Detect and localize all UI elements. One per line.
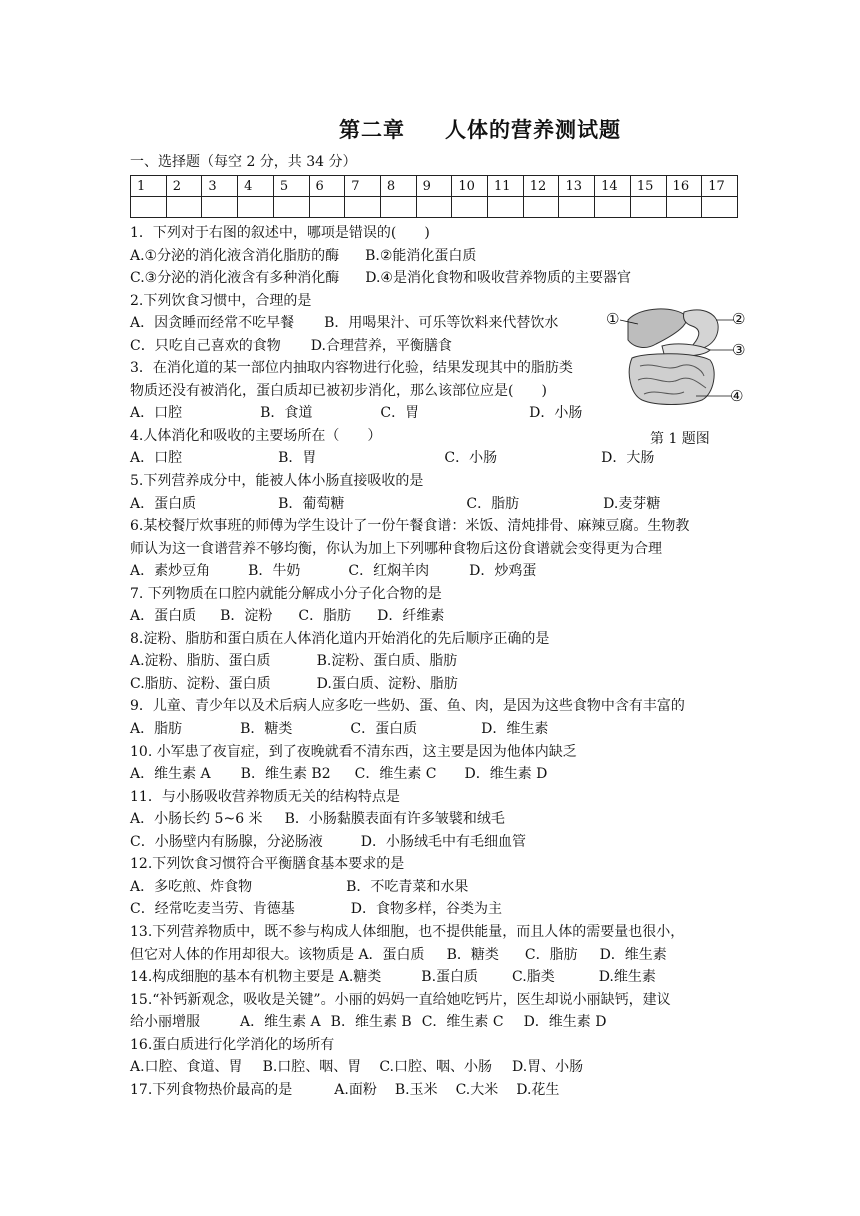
answer-blank-cell[interactable] xyxy=(595,197,631,218)
question-text: A．蛋白质 xyxy=(130,495,197,512)
question-line xyxy=(130,898,750,921)
question-line xyxy=(130,741,750,764)
question-text: C.脂肪、淀粉、蛋白质 xyxy=(130,675,271,692)
question-text: A.口腔、食道、胃 xyxy=(130,1059,243,1076)
answer-number-cell: 17 xyxy=(702,176,738,197)
question-text: 9．儿童、青少年以及术后病人应多吃一些奶、蛋、鱼、肉，是因为这些食物中含有丰富的 xyxy=(130,698,685,715)
answer-blank-cell[interactable] xyxy=(559,197,595,218)
answer-option: D．纤维素 xyxy=(377,608,445,625)
title-subject: 人体的营养测试题 xyxy=(445,117,621,142)
answer-blank-cell[interactable] xyxy=(380,197,416,218)
question-text: C.③分泌的消化液含有多种消化酶 xyxy=(130,270,340,287)
digestive-system-figure xyxy=(606,300,746,408)
question-line xyxy=(130,673,750,696)
question-text: A．口腔 xyxy=(130,405,183,422)
answer-option: D．大肠 xyxy=(601,450,655,467)
answer-option: C.脂类 xyxy=(512,969,555,986)
answer-number-cell: 7 xyxy=(345,176,381,197)
question-text: A．蛋白质 xyxy=(130,608,197,625)
question-line xyxy=(130,583,750,606)
answer-option: B．食道 xyxy=(260,405,313,422)
answer-number-cell: 2 xyxy=(166,176,202,197)
question-text: 2.下列饮食习惯中，合理的是 xyxy=(130,292,312,309)
answer-option: B．不吃青菜和水果 xyxy=(346,878,469,895)
question-line xyxy=(130,650,750,673)
question-text: 12.下列饮食习惯符合平衡膳食基本要求的是 xyxy=(130,856,405,873)
answer-option: B.②能消化蛋白质 xyxy=(365,247,477,264)
answer-option: D.麦芽糖 xyxy=(603,495,661,512)
answer-option: B．维生素 B xyxy=(330,1014,412,1031)
question-text: 师认为这一食谱营养不够均衡，你认为加上下列哪种食物后这份食谱就会变得更为合理 xyxy=(130,540,662,557)
question-line xyxy=(130,493,750,516)
page-title xyxy=(0,114,860,144)
answer-option: D．维生素 xyxy=(599,946,667,963)
answer-option: B．葡萄糖 xyxy=(278,495,345,512)
answer-option: D．小肠 xyxy=(529,405,583,422)
answer-number-cell: 5 xyxy=(273,176,309,197)
question-text: 5.下列营养成分中，能被人体小肠直接吸收的是 xyxy=(130,473,424,490)
answer-option: B.玉米 xyxy=(394,1081,438,1098)
answer-blank-cell[interactable] xyxy=(630,197,666,218)
question-text: 8.淀粉、脂肪和蛋白质在人体消化道内开始消化的先后顺序正确的是 xyxy=(130,630,550,647)
answer-option: B．糖类 xyxy=(240,721,293,738)
answer-option: C．红焖羊肉 xyxy=(348,563,430,580)
question-line xyxy=(130,966,750,989)
answer-number-cell: 12 xyxy=(523,176,559,197)
liver-shape xyxy=(628,309,687,348)
answer-option: C．脂肪 xyxy=(298,608,352,625)
answer-option: D．维生素 D xyxy=(464,766,548,783)
answer-option: D.维生素 xyxy=(598,969,656,986)
answer-blank-cell[interactable] xyxy=(273,197,309,218)
answer-option: C.口腔、咽、小肠 xyxy=(379,1059,492,1076)
question-line xyxy=(130,853,750,876)
answer-number-cell: 9 xyxy=(416,176,452,197)
answer-number-cell: 14 xyxy=(595,176,631,197)
question-line xyxy=(130,245,750,268)
answer-option: B．小肠黏膜表面有许多皱襞和绒毛 xyxy=(284,811,505,828)
question-text: 13.下列营养物质中，既不参与构成人体细胞，也不提供能量，而且人体的需要量也很小， xyxy=(130,923,685,940)
figure-label-3: ③ xyxy=(732,341,746,359)
question-text: C．只吃自己喜欢的食物 xyxy=(130,337,281,354)
answer-option: D.胃、小肠 xyxy=(511,1059,584,1076)
title-chapter: 第二章 xyxy=(339,117,405,142)
question-text: 17.下列食物热价最高的是 xyxy=(130,1081,293,1098)
answer-option: B．淀粉 xyxy=(220,608,273,625)
question-text: A．素炒豆角 xyxy=(130,563,211,580)
answer-option: C．维生素 C xyxy=(421,1014,504,1031)
answer-blank-cell[interactable] xyxy=(666,197,702,218)
question-line xyxy=(130,1034,750,1057)
question-text: C．小肠壁内有肠腺，分泌肠液 xyxy=(130,833,323,850)
question-line xyxy=(130,1079,750,1102)
figure-caption: 第 1 题图 xyxy=(650,431,710,447)
question-text: 7. 下列物质在口腔内就能分解成小分子化合物的是 xyxy=(130,585,442,602)
question-line xyxy=(130,786,750,809)
answer-blank-cell[interactable] xyxy=(345,197,381,218)
answer-option: A．维生素 A xyxy=(240,1014,321,1031)
answer-blank-cell[interactable] xyxy=(166,197,202,218)
answer-number-cell: 1 xyxy=(131,176,167,197)
question-line xyxy=(130,560,750,583)
answer-option: C．胃 xyxy=(380,405,420,422)
question-line xyxy=(130,763,750,786)
question-text: 4.人体消化和吸收的主要场所在（ ） xyxy=(130,427,382,444)
answer-option: B.口腔、咽、胃 xyxy=(262,1059,362,1076)
question-line xyxy=(130,447,750,470)
answer-blank-cell[interactable] xyxy=(309,197,345,218)
answer-number-cell: 8 xyxy=(380,176,416,197)
answer-option: B．胃 xyxy=(278,450,317,467)
question-text: 16.蛋白质进行化学消化的场所有 xyxy=(130,1036,335,1053)
question-line xyxy=(130,989,750,1012)
question-text: 11．与小肠吸收营养物质无关的结构特点是 xyxy=(130,788,400,805)
question-line xyxy=(130,876,750,899)
stomach-shape xyxy=(683,310,718,349)
question-line xyxy=(130,1056,750,1079)
question-text: A.淀粉、脂肪、蛋白质 xyxy=(130,653,271,670)
section-heading: 一、选择题（每空 2 分，共 34 分） xyxy=(130,154,357,170)
answer-option: B.蛋白质 xyxy=(421,969,479,986)
question-text: 但它对人体的作用却很大。该物质是 A．蛋白质 xyxy=(130,946,425,963)
question-text: A.①分泌的消化液含消化脂肪的酶 xyxy=(130,247,340,264)
answer-option: D．食物多样，谷类为主 xyxy=(350,901,502,918)
answer-blank-cell[interactable] xyxy=(238,197,274,218)
answer-option: D.合理营养，平衡膳食 xyxy=(310,337,452,354)
answer-option: D．小肠绒毛中有毛细血管 xyxy=(360,833,526,850)
question-text: A．维生素 A xyxy=(130,766,211,783)
question-line xyxy=(130,695,750,718)
question-text: 给小丽增服 xyxy=(130,1014,200,1031)
answer-option: C．蛋白质 xyxy=(350,721,418,738)
answer-blank-cell[interactable] xyxy=(416,197,452,218)
question-line xyxy=(130,808,750,831)
answer-blank-cell[interactable] xyxy=(202,197,238,218)
answer-option: C．小肠 xyxy=(444,450,498,467)
question-line xyxy=(130,831,750,854)
figure-label-1: ① xyxy=(606,310,620,328)
answer-option: D．炒鸡蛋 xyxy=(469,563,537,580)
question-text: 14.构成细胞的基本有机物主要是 A.糖类 xyxy=(130,969,382,986)
question-text: C．经常吃麦当劳、肯德基 xyxy=(130,901,295,918)
answer-option: D．维生素 D xyxy=(523,1014,607,1031)
answer-option: B.淀粉、蛋白质、脂肪 xyxy=(316,653,458,670)
figure-label-2: ② xyxy=(732,310,746,328)
question-line xyxy=(130,515,750,538)
answer-option: C．脂肪 xyxy=(466,495,520,512)
question-text: 6.某校餐厅炊事班的师傅为学生设计了一份午餐食谱：米饭、清炖排骨、麻辣豆腐。生物教 xyxy=(130,518,690,535)
answer-option: D.④是消化食物和吸收营养物质的主要器官 xyxy=(365,270,631,287)
question-text: A．因贪睡而经常不吃早餐 xyxy=(130,315,295,332)
answer-blank-cell[interactable] xyxy=(523,197,559,218)
answer-option: D．维生素 xyxy=(481,721,549,738)
question-line xyxy=(130,605,750,628)
question-line xyxy=(130,222,750,245)
question-text: 3．在消化道的某一部位内抽取内容物进行化验，结果发现其中的脂肪类 xyxy=(130,360,573,377)
answer-blank-row xyxy=(131,197,738,218)
question-line xyxy=(130,628,750,651)
answer-option: C．脂肪 xyxy=(524,946,578,963)
answer-option: D.蛋白质、淀粉、脂肪 xyxy=(316,675,458,692)
figure-label-4: ④ xyxy=(730,387,744,405)
answer-option: C.大米 xyxy=(455,1081,499,1098)
answer-number-cell: 15 xyxy=(630,176,666,197)
answer-number-cell: 6 xyxy=(309,176,345,197)
answer-option: D.花生 xyxy=(516,1081,560,1098)
answer-number-cell: 10 xyxy=(452,176,488,197)
question-text: 物质还没有被消化，蛋白质却已被初步消化，那么该部位应是( ) xyxy=(130,382,547,399)
question-line xyxy=(130,944,750,967)
question-line xyxy=(130,1011,750,1034)
question-text: 10. 小军患了夜盲症，到了夜晚就看不清东西，这主要是因为他体内缺乏 xyxy=(130,743,577,760)
answer-blank-cell[interactable] xyxy=(131,197,167,218)
question-text: 15.“补钙新观念，吸收是关键”。小丽的妈妈一直给她吃钙片，医生却说小丽缺钙，建议 xyxy=(130,991,671,1008)
answer-number-cell: 11 xyxy=(488,176,524,197)
answer-option: B．糖类 xyxy=(446,946,499,963)
answer-option: A.面粉 xyxy=(334,1081,377,1098)
answer-number-cell: 4 xyxy=(238,176,274,197)
answer-number-cell: 13 xyxy=(559,176,595,197)
question-text: A．小肠长约 5~6 米 xyxy=(130,811,263,828)
answer-option: B．牛奶 xyxy=(248,563,301,580)
answer-option: B．用喝果汁、可乐等饮料来代替饮水 xyxy=(324,315,559,332)
answer-table xyxy=(130,175,738,218)
question-line xyxy=(130,538,750,561)
answer-option: C．维生素 C xyxy=(354,766,437,783)
question-line xyxy=(130,470,750,493)
question-text: A．口腔 xyxy=(130,450,183,467)
answer-number-row xyxy=(131,176,738,197)
question-line xyxy=(130,267,750,290)
answer-number-cell: 3 xyxy=(202,176,238,197)
answer-option: B．维生素 B2 xyxy=(240,766,331,783)
answer-number-cell: 16 xyxy=(666,176,702,197)
answer-blank-cell[interactable] xyxy=(452,197,488,218)
answer-blank-cell[interactable] xyxy=(488,197,524,218)
question-line xyxy=(130,718,750,741)
answer-blank-cell[interactable] xyxy=(702,197,738,218)
question-text: A．多吃煎、炸食物 xyxy=(130,878,253,895)
question-line xyxy=(130,921,750,944)
question-text: A．脂肪 xyxy=(130,721,183,738)
question-text: 1．下列对于右图的叙述中，哪项是错误的( ) xyxy=(130,225,430,241)
